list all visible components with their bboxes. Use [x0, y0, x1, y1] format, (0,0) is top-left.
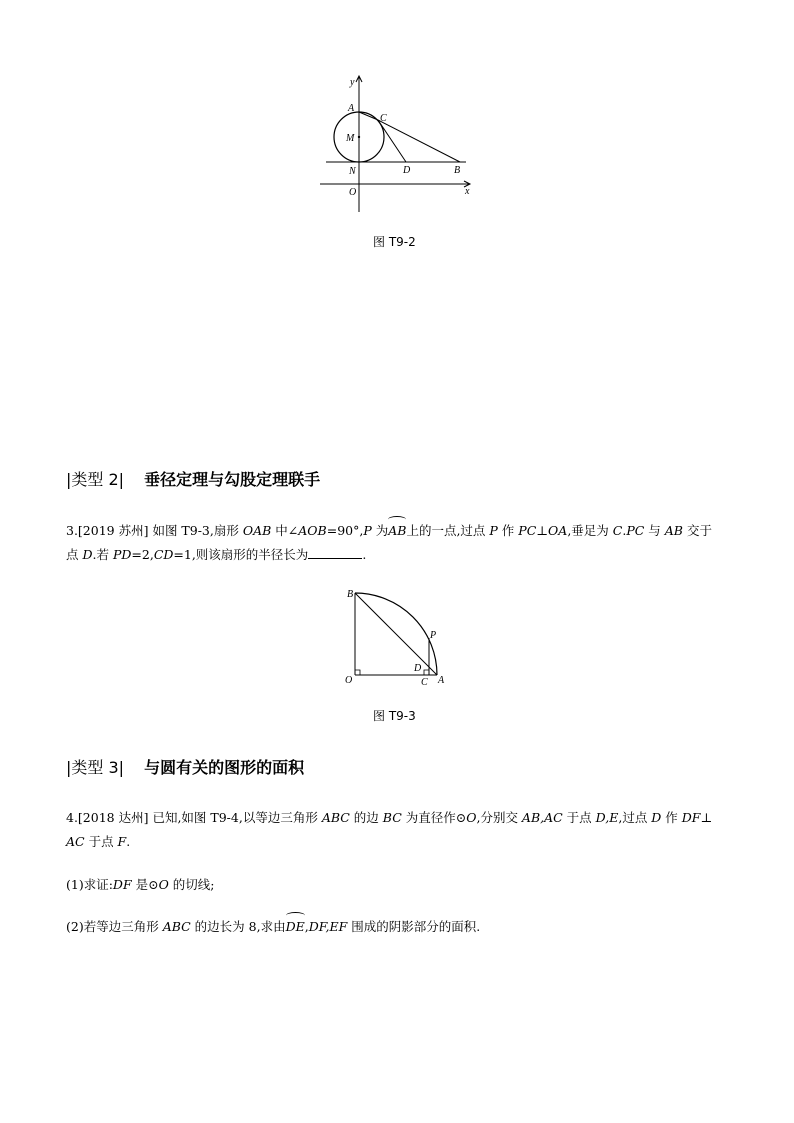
- line-cb: [378, 120, 460, 162]
- label-a: A: [438, 675, 445, 686]
- label-x: x: [465, 186, 470, 197]
- label-o: O: [345, 675, 353, 686]
- problem-4-part-2: (2)若等边三角形 ABC 的边长为 8,求由DE,DF,EF 围成的阴影部分的面积.: [66, 915, 480, 939]
- section-heading-type-2: [66, 467, 320, 490]
- label-a: A: [348, 103, 355, 114]
- problem-4: 4.[2018 达州] 已知,如图 T9-4,以等边三角形 ABC 的边 BC 为直径作⊙O,分别交 AB,AC 于点 D,E,过点 D 作 DF⊥ AC 于点 F.: [66, 810, 713, 849]
- label-p: P: [430, 630, 437, 641]
- line-ac: [359, 112, 378, 120]
- arc-de: DE: [286, 915, 305, 939]
- figure-t9-3-caption: 图 T9-3: [373, 709, 416, 723]
- figure-t9-2-diagram: [310, 72, 480, 212]
- label-d: D: [414, 663, 422, 674]
- label-b: B: [347, 589, 354, 600]
- line-cd: [378, 120, 406, 162]
- label-c: C: [380, 113, 387, 124]
- answer-blank[interactable]: [308, 546, 362, 559]
- section-title: 垂径定理与勾股定理联手: [144, 470, 321, 489]
- problem-4-part-1: (1)求证:DF 是⊙O 的切线;: [66, 877, 215, 892]
- section-heading-type-3: [66, 755, 304, 778]
- label-o: O: [349, 187, 357, 198]
- segment-ab: [355, 593, 437, 675]
- section-number: |类型 3|: [66, 758, 125, 777]
- label-n: N: [349, 166, 356, 177]
- figure-t9-2-caption: 图 T9-2: [373, 235, 416, 249]
- label-y: y: [350, 77, 355, 88]
- section-title: 与圆有关的图形的面积: [144, 758, 305, 777]
- figure-t9-3: [338, 583, 458, 691]
- label-c: C: [421, 677, 428, 688]
- section-number: |类型 2|: [66, 470, 125, 489]
- label-d: D: [403, 165, 411, 176]
- label-b: B: [454, 165, 461, 176]
- problem-3: 3.[2019 苏州] 如图 T9-3,扇形 OAB 中∠AOB=90°,P 为AB上的一点,过点 P 作 PC⊥OA,垂足为 C.PC 与 AB 交于 点 D.若 PD=2,CD=1,则该扇形的半径长为 .: [66, 519, 712, 567]
- label-m: M: [346, 133, 355, 144]
- arc-ab: AB: [388, 519, 406, 543]
- figure-t9-3-diagram: [338, 583, 458, 691]
- figure-t9-2: [310, 72, 480, 212]
